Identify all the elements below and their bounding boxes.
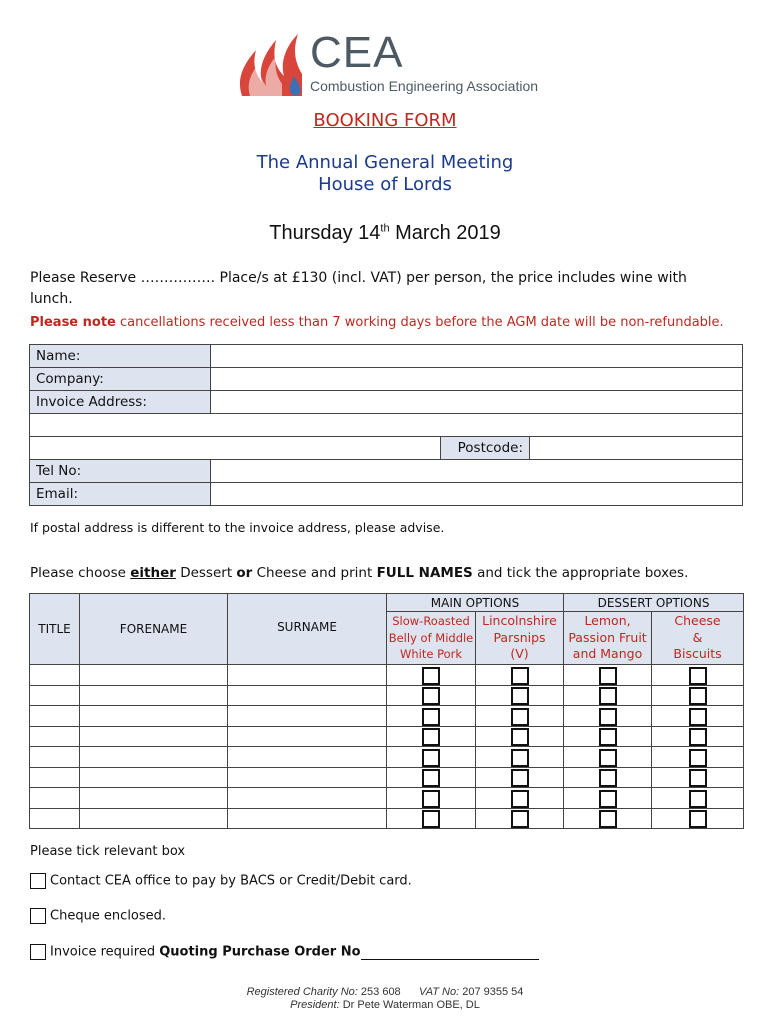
- postcode-field[interactable]: [530, 437, 743, 460]
- date-sup: th: [380, 222, 390, 235]
- forename-cell[interactable]: [80, 685, 228, 706]
- surname-cell[interactable]: [228, 665, 387, 686]
- bacs-checkbox[interactable]: [30, 873, 46, 889]
- option-cheese: [652, 612, 744, 665]
- charity-label: Registered Charity No:: [246, 986, 358, 998]
- surname-cell[interactable]: [228, 767, 387, 788]
- title-cell[interactable]: [30, 747, 80, 768]
- footer-president: [0, 999, 770, 1011]
- forename-cell[interactable]: [80, 788, 228, 809]
- option-pork-cell: [387, 665, 476, 686]
- cancellation-note: [30, 315, 724, 330]
- logo-acronym: CEA: [310, 28, 404, 77]
- lemon-checkbox[interactable]: [599, 667, 617, 685]
- title-cell[interactable]: [30, 767, 80, 788]
- tick-heading: Please tick relevant box: [30, 844, 186, 859]
- table-row: [30, 767, 744, 788]
- pork-checkbox[interactable]: [422, 749, 440, 767]
- option-cheese-cell: [652, 665, 744, 686]
- menu-table: [29, 593, 744, 829]
- title-cell[interactable]: [30, 808, 80, 829]
- table-row: [30, 747, 744, 768]
- choose-or: or: [236, 565, 253, 581]
- date-suffix: March 2019: [389, 222, 501, 244]
- choose-instructions: [30, 563, 688, 584]
- president-name: Dr Pete Waterman OBE, DL: [339, 999, 480, 1011]
- option-parsnips-line2: Parsnips: [493, 629, 546, 645]
- tel-field[interactable]: [211, 460, 743, 483]
- option-pork-cell: [387, 685, 476, 706]
- parsnips-checkbox[interactable]: [511, 769, 529, 787]
- forename-cell[interactable]: [80, 665, 228, 686]
- option-lemon: [564, 612, 652, 665]
- option-parsnips-cell: [476, 747, 564, 768]
- name-label: Name:: [30, 345, 211, 368]
- invoice-label: Invoice required: [50, 944, 160, 960]
- choose-c: Dessert: [175, 565, 237, 581]
- option-lemon-line3: and Mango: [572, 646, 643, 662]
- postal-note: If postal address is different to the invoice address, please advise.: [30, 520, 445, 535]
- option-pork-line1: Slow-Roasted: [392, 614, 470, 629]
- parsnips-checkbox[interactable]: [511, 749, 529, 767]
- main-options-header: MAIN OPTIONS: [387, 594, 564, 612]
- option-parsnips-cell: [476, 726, 564, 747]
- footer-charity-vat: [0, 986, 770, 998]
- option-parsnips-line3: (V): [510, 646, 529, 662]
- meeting-title: The Annual General Meeting: [256, 152, 514, 173]
- table-row: [30, 726, 744, 747]
- option-pork-line3: White Pork: [399, 647, 463, 662]
- option-lemon-cell: [564, 706, 652, 727]
- option-pork-cell: [387, 788, 476, 809]
- note-rest: cancellations received less than 7 working days before the AGM date will be non-refundable.: [115, 315, 724, 330]
- pork-checkbox[interactable]: [422, 687, 440, 705]
- invoice-address-label: Invoice Address:: [30, 391, 211, 414]
- option-parsnips-cell: [476, 685, 564, 706]
- vat-label: VAT No:: [419, 986, 460, 998]
- lemon-checkbox[interactable]: [599, 749, 617, 767]
- cheese-checkbox[interactable]: [689, 728, 707, 746]
- option-cheese-cell: [652, 788, 744, 809]
- pork-checkbox[interactable]: [422, 810, 440, 828]
- surname-cell[interactable]: [228, 808, 387, 829]
- cheese-checkbox[interactable]: [689, 790, 707, 808]
- postcode-label: Postcode:: [441, 437, 530, 460]
- option-cheese-line1: Cheese: [674, 613, 721, 629]
- choose-a: Please choose: [30, 565, 131, 581]
- option-lemon-cell: [564, 685, 652, 706]
- option-cheese-cell: [652, 747, 744, 768]
- bacs-label: Contact CEA office to pay by BACS or Credit/Debit card.: [50, 873, 412, 889]
- title-cell[interactable]: [30, 788, 80, 809]
- details-form: [29, 344, 743, 506]
- cheque-label: Cheque enclosed.: [50, 908, 167, 924]
- lemon-checkbox[interactable]: [599, 810, 617, 828]
- cheese-checkbox[interactable]: [689, 667, 707, 685]
- cheese-checkbox[interactable]: [689, 749, 707, 767]
- booking-form-title: BOOKING FORM: [313, 110, 457, 131]
- col-title: TITLE: [30, 594, 80, 665]
- name-field[interactable]: [211, 345, 743, 368]
- date-prefix: Thursday 14: [269, 222, 381, 244]
- surname-cell[interactable]: [228, 726, 387, 747]
- surname-cell[interactable]: [228, 685, 387, 706]
- option-cheese-line2: &: [692, 629, 703, 645]
- forename-cell[interactable]: [80, 706, 228, 727]
- pork-checkbox[interactable]: [422, 728, 440, 746]
- option-pork-cell: [387, 747, 476, 768]
- lemon-checkbox[interactable]: [599, 708, 617, 726]
- pork-checkbox[interactable]: [422, 708, 440, 726]
- cheese-checkbox[interactable]: [689, 810, 707, 828]
- logo-full-name: Combustion Engineering Association: [310, 78, 539, 94]
- president-label: President:: [290, 999, 340, 1011]
- option-parsnips-line1: Lincolnshire: [482, 613, 557, 629]
- option-pork-cell: [387, 726, 476, 747]
- table-row: [30, 665, 744, 686]
- pork-checkbox[interactable]: [422, 667, 440, 685]
- forename-cell[interactable]: [80, 767, 228, 788]
- surname-cell[interactable]: [228, 706, 387, 727]
- parsnips-checkbox[interactable]: [511, 708, 529, 726]
- vat-no: 207 9355 54: [459, 986, 524, 998]
- col-forename: FORENAME: [80, 594, 228, 665]
- parsnips-checkbox[interactable]: [511, 728, 529, 746]
- option-lemon-cell: [564, 788, 652, 809]
- pork-checkbox[interactable]: [422, 769, 440, 787]
- reserve-text: Please Reserve ……………. Place/s at £130 (incl. VAT) per person, the price includes wine with lunch.: [30, 270, 687, 307]
- option-pork: [387, 612, 476, 665]
- table-row: [30, 808, 744, 829]
- choose-full-names: FULL NAMES: [376, 565, 473, 581]
- tel-label: Tel No:: [30, 460, 211, 483]
- parsnips-checkbox[interactable]: [511, 790, 529, 808]
- invoice-checkbox[interactable]: [30, 944, 46, 960]
- option-pork-cell: [387, 808, 476, 829]
- cheese-checkbox[interactable]: [689, 769, 707, 787]
- choose-e: Cheese and print: [252, 565, 377, 581]
- cea-logo: [236, 28, 576, 98]
- company-field[interactable]: [211, 368, 743, 391]
- invoice-address-line-3[interactable]: [30, 437, 441, 460]
- parsnips-checkbox[interactable]: [511, 667, 529, 685]
- email-label: Email:: [30, 483, 211, 506]
- note-bold: Please note: [30, 315, 116, 330]
- purchase-order-label: Quoting Purchase Order No: [159, 944, 361, 960]
- cheque-checkbox[interactable]: [30, 908, 46, 924]
- company-label: Company:: [30, 368, 211, 391]
- option-cheese-cell: [652, 767, 744, 788]
- pork-checkbox[interactable]: [422, 790, 440, 808]
- option-lemon-cell: [564, 808, 652, 829]
- option-lemon-cell: [564, 747, 652, 768]
- option-lemon-line1: Lemon,: [584, 613, 631, 629]
- lemon-checkbox[interactable]: [599, 728, 617, 746]
- option-parsnips-cell: [476, 706, 564, 727]
- option-cheese-cell: [652, 808, 744, 829]
- title-cell[interactable]: [30, 665, 80, 686]
- option-lemon-line2: Passion Fruit: [568, 629, 647, 645]
- payment-option-invoice[interactable]: [30, 944, 539, 960]
- cheese-checkbox[interactable]: [689, 708, 707, 726]
- option-parsnips-cell: [476, 788, 564, 809]
- lemon-checkbox[interactable]: [599, 790, 617, 808]
- choose-g: and tick the appropriate boxes.: [472, 565, 689, 581]
- title-cell[interactable]: [30, 726, 80, 747]
- option-parsnips: [476, 612, 564, 665]
- surname-cell[interactable]: [228, 788, 387, 809]
- payment-option-bacs[interactable]: [30, 873, 412, 889]
- forename-cell[interactable]: [80, 747, 228, 768]
- table-row: [30, 685, 744, 706]
- option-cheese-cell: [652, 706, 744, 727]
- dessert-options-header: DESSERT OPTIONS: [564, 594, 744, 612]
- event-date: [0, 222, 770, 245]
- option-lemon-cell: [564, 767, 652, 788]
- surname-cell[interactable]: [228, 747, 387, 768]
- forename-cell[interactable]: [80, 726, 228, 747]
- parsnips-checkbox[interactable]: [511, 687, 529, 705]
- option-cheese-line3: Biscuits: [673, 646, 722, 662]
- invoice-address-field[interactable]: [211, 391, 743, 414]
- option-parsnips-cell: [476, 665, 564, 686]
- choose-either: either: [130, 565, 176, 581]
- email-field[interactable]: [211, 483, 743, 506]
- parsnips-checkbox[interactable]: [511, 810, 529, 828]
- option-pork-cell: [387, 767, 476, 788]
- cheese-checkbox[interactable]: [689, 687, 707, 705]
- table-row: [30, 706, 744, 727]
- option-pork-cell: [387, 706, 476, 727]
- table-row: [30, 788, 744, 809]
- option-pork-line2: Belly of Middle: [388, 630, 474, 645]
- forename-cell[interactable]: [80, 808, 228, 829]
- lemon-checkbox[interactable]: [599, 687, 617, 705]
- flame-icon: [236, 28, 312, 98]
- col-surname: SURNAME: [228, 594, 387, 665]
- option-lemon-cell: [564, 726, 652, 747]
- payment-option-cheque[interactable]: [30, 908, 166, 924]
- option-cheese-cell: [652, 685, 744, 706]
- title-cell[interactable]: [30, 706, 80, 727]
- option-parsnips-cell: [476, 767, 564, 788]
- charity-no: 253 608: [357, 986, 401, 998]
- option-lemon-cell: [564, 665, 652, 686]
- venue-title: House of Lords: [318, 174, 452, 195]
- title-cell[interactable]: [30, 685, 80, 706]
- option-cheese-cell: [652, 726, 744, 747]
- option-parsnips-cell: [476, 808, 564, 829]
- lemon-checkbox[interactable]: [599, 769, 617, 787]
- invoice-address-line-2[interactable]: [30, 414, 743, 437]
- purchase-order-field[interactable]: [361, 945, 539, 960]
